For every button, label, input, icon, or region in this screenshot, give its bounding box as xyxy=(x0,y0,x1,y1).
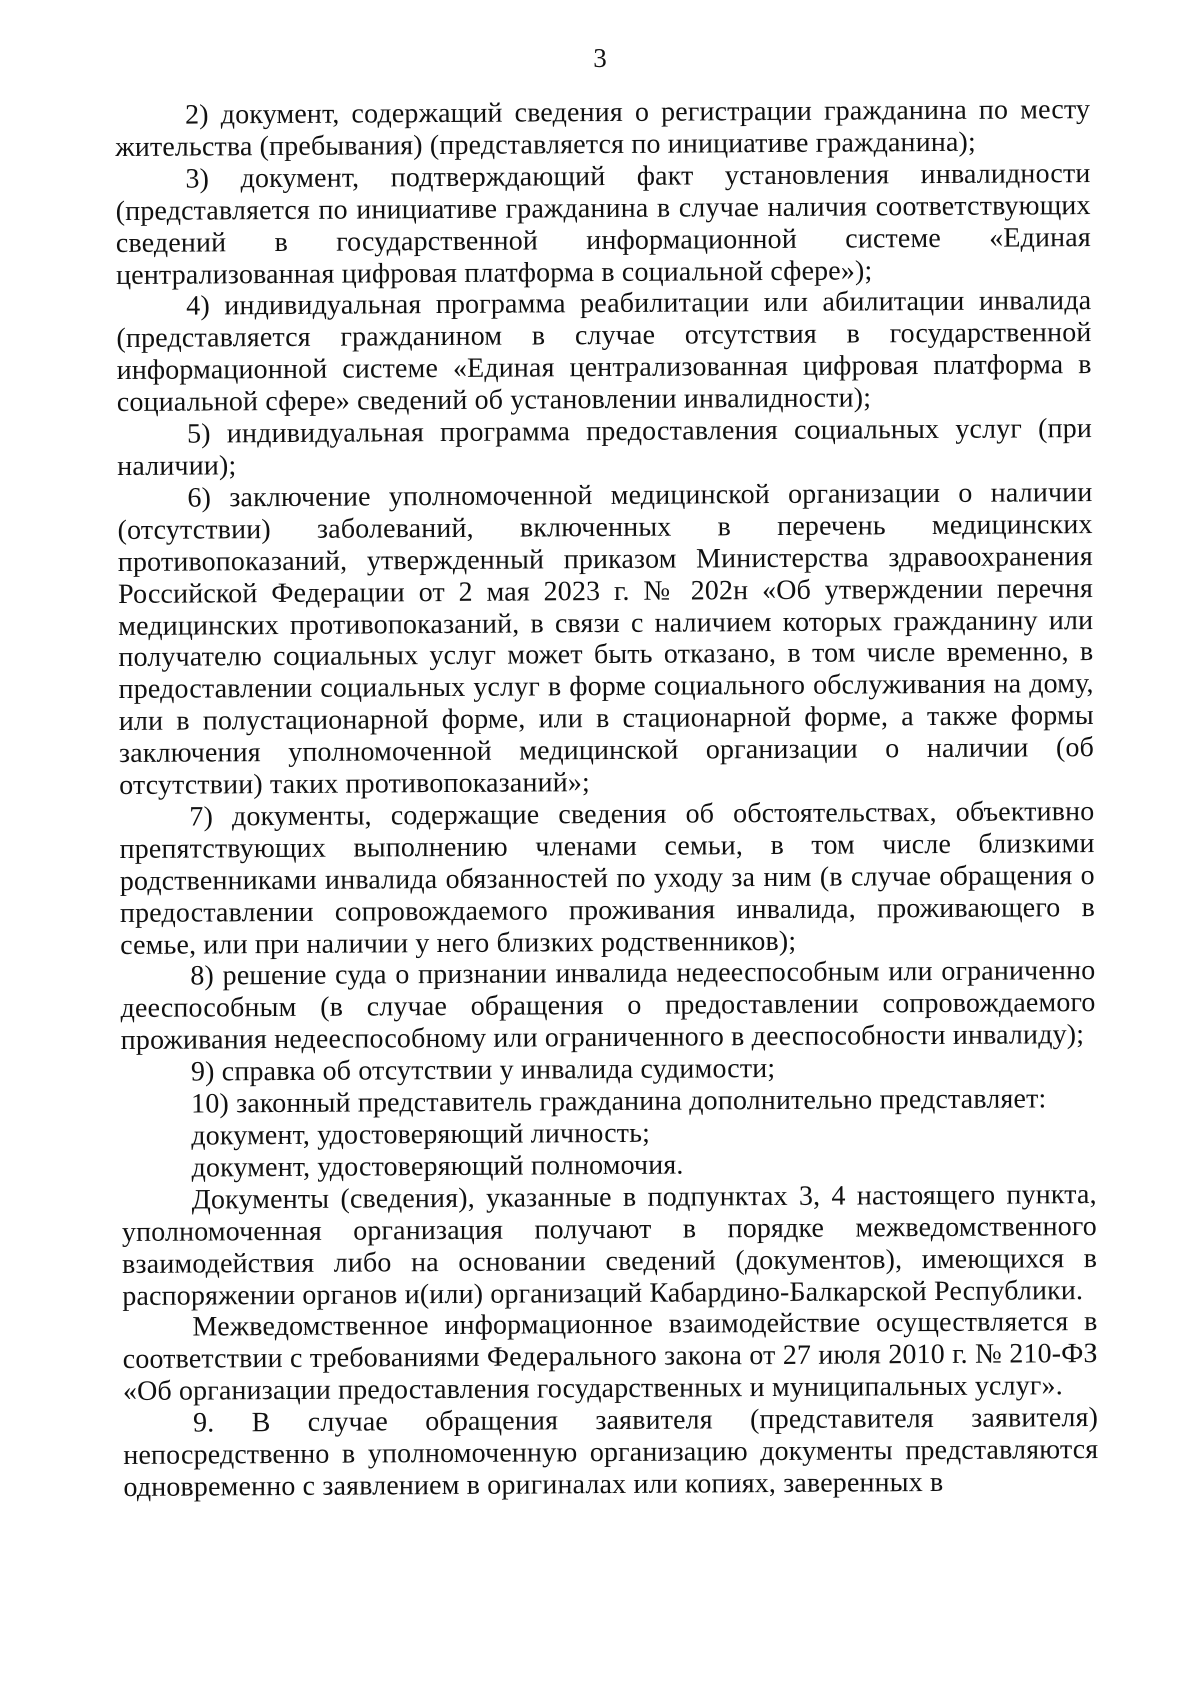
authority-document: документ, удостоверяющий полномочия. xyxy=(191,1149,684,1184)
section-9-paragraph: 9. В случае обращения заявителя (представителя заявителя) непосредственно в уполномоченную организацию документы представляются одновременно с заявлением в оригиналах или копиях, заверенных в xyxy=(123,1402,1099,1503)
item-6-medical-conclusion: 6) заключение уполномоченной медицинской организации о наличии (отсутствии) заболеваний, включенных в перечень медицинских противопоказаний, утвержденный приказом Министерства здравоохранения Российской Федерации от 2 мая 2023 г. № 202н «Об утверждении перечня медицинских противопоказаний, в связи с наличием которых гражданину или получателю социальных услуг может быть отказано, в том числе временно, в предоставлении социальных услуг в форме социального обслуживания на дому, или в полустационарной форме, или в стационарной форме, а также формы заключения уполномоченной медицинской организации о наличии (об отсутствии) таких противопоказаний»; xyxy=(117,476,1095,802)
document-body xyxy=(115,94,1099,1504)
item-2-residence-document: 2) документ, содержащий сведения о регистрации гражданина по месту жительства (пребывания) (представляется по инициативе гражданина); xyxy=(115,94,1091,163)
item-7-family-circumstances: 7) документы, содержащие сведения об обстоятельствах, объективно препятствующих выполнению членами семьи, в том числе близкими родственниками инвалида обязанностей по уходу за ним (в случае обращения о предоставлении сопровождаемого проживания инвалида, проживающего в семье, или при наличии у него близких родственников); xyxy=(119,795,1096,961)
interagency-interaction-paragraph: Межведомственное информационное взаимодействие осуществляется в соответствии с требованиями Федерального закона от 27 июля 2010 г. № 210-ФЗ «Об организации предоставления государственных и муниципальных услуг». xyxy=(122,1306,1098,1408)
item-4-rehabilitation-program: 4) индивидуальная программа реабилитации или абилитации инвалида (представляется гражданином в случае отсутствия в государственной информационной системе «Единая централизованная цифровая платформа в социальной сфере» сведений об установлении инвалидности); xyxy=(116,285,1092,419)
page-number: 3 xyxy=(593,43,607,73)
interagency-documents-paragraph: Документы (сведения), указанные в подпунктах 3, 4 настоящего пункта, уполномоченная организация получают в порядке межведомственного взаимодействия либо на основании сведений (документов), имеющихся в распоряжении органов и(или) организаций Кабардино-Балкарской Республики. xyxy=(121,1178,1098,1312)
item-10-legal-representative: 10) законный представитель гражданина дополнительно представляет: xyxy=(191,1083,1047,1120)
item-8-court-decision: 8) решение суда о признании инвалида недееспособным или ограниченно дееспособным (в случае обращения о предоставлении сопровождаемого проживания недееспособному или ограниченного в дееспособности инвалиду); xyxy=(120,955,1096,1057)
identity-document: документ, удостоверяющий личность; xyxy=(191,1117,651,1152)
item-9-no-criminal-record: 9) справка об отсутствии у инвалида судимости; xyxy=(190,1053,776,1088)
item-3-disability-document: 3) документ, подтверждающий факт установления инвалидности (представляется по инициативе гражданина в случае наличия соответствующих сведений в государственной информационной системе «Единая централизованная цифровая платформа в социальной сфере»); xyxy=(115,157,1091,291)
item-5-social-services-program: 5) индивидуальная программа предоставления социальных услуг (при наличии); xyxy=(117,413,1093,482)
